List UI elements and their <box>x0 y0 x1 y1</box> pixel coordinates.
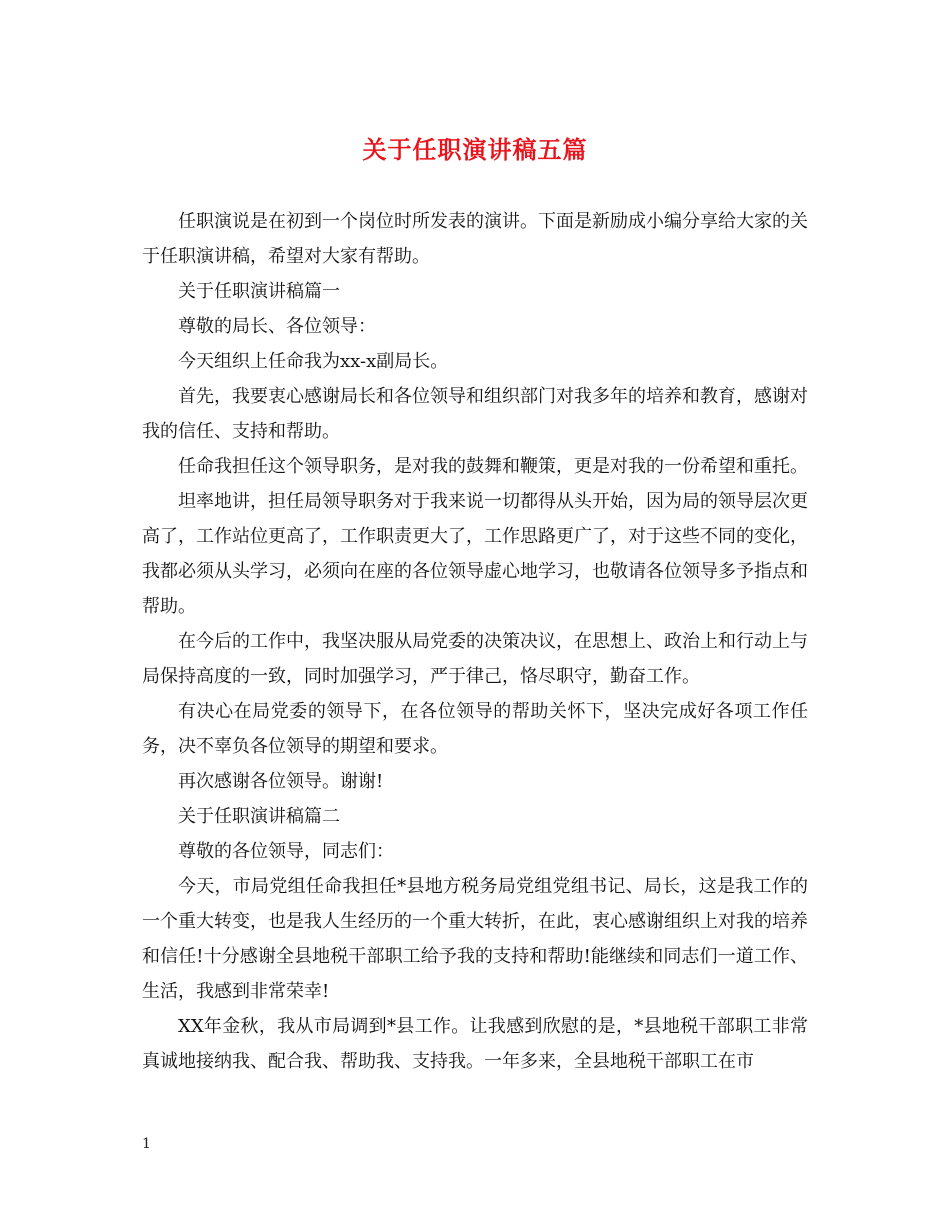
paragraph: 首先，我要衷心感谢局长和各位领导和组织部门对我多年的培养和教育，感谢对我的信任、支持和帮助。 <box>142 386 808 442</box>
paragraph: 有决心在局党委的领导下，在各位领导的帮助关怀下，坚决完成好各项工作任务，决不辜负各位领导的期望和要求。 <box>142 701 808 757</box>
paragraph: 任职演说是在初到一个岗位时所发表的演讲。下面是新励成小编分享给大家的关于任职演讲稿，希望对大家有帮助。 <box>142 211 808 267</box>
paragraph: 今天，市局党组任命我担任*县地方税务局党组党组书记、局长，这是我工作的一个重大转变，也是我人生经历的一个重大转折，在此，衷心感谢组织上对我的培养和信任!十分感谢全县地税干部职工给予我的支持和帮助!能继续和同志们一道工作、生活，我感到非常荣幸! <box>142 876 808 1002</box>
document-title: 关于任职演讲稿五篇 <box>362 135 588 164</box>
paragraph: 今天组织上任命我为xx-x副局长。 <box>178 351 449 372</box>
section-heading: 关于任职演讲稿篇二 <box>178 806 340 827</box>
paragraph: 再次感谢各位领导。谢谢! <box>178 771 384 792</box>
paragraph: 坦率地讲，担任局领导职务对于我来说一切都得从头开始，因为局的领导层次更高了，工作站位更高了，工作职责更大了，工作思路更广了，对于这些不同的变化，我都必须从头学习，必须向在座的各位领导虚心地学习，也敬请各位领导多予指点和帮助。 <box>142 491 808 617</box>
page-number: 1 <box>142 1136 151 1152</box>
section-heading: 关于任职演讲稿篇一 <box>178 281 340 302</box>
paragraph: XX年金秋，我从市局调到*县工作。让我感到欣慰的是，*县地税干部职工非常真诚地接纳我、配合我、帮助我、支持我。一年多来，全县地税干部职工在市 <box>142 1016 808 1072</box>
paragraph: 任命我担任这个领导职务，是对我的鼓舞和鞭策，更是对我的一份希望和重托。 <box>178 456 808 477</box>
salutation: 尊敬的各位领导，同志们： <box>178 841 394 862</box>
salutation: 尊敬的局长、各位领导： <box>178 316 376 337</box>
paragraph: 在今后的工作中，我坚决服从局党委的决策决议，在思想上、政治上和行动上与局保持高度的一致，同时加强学习，严于律己，恪尽职守，勤奋工作。 <box>142 631 808 687</box>
document-body <box>142 204 808 1079</box>
